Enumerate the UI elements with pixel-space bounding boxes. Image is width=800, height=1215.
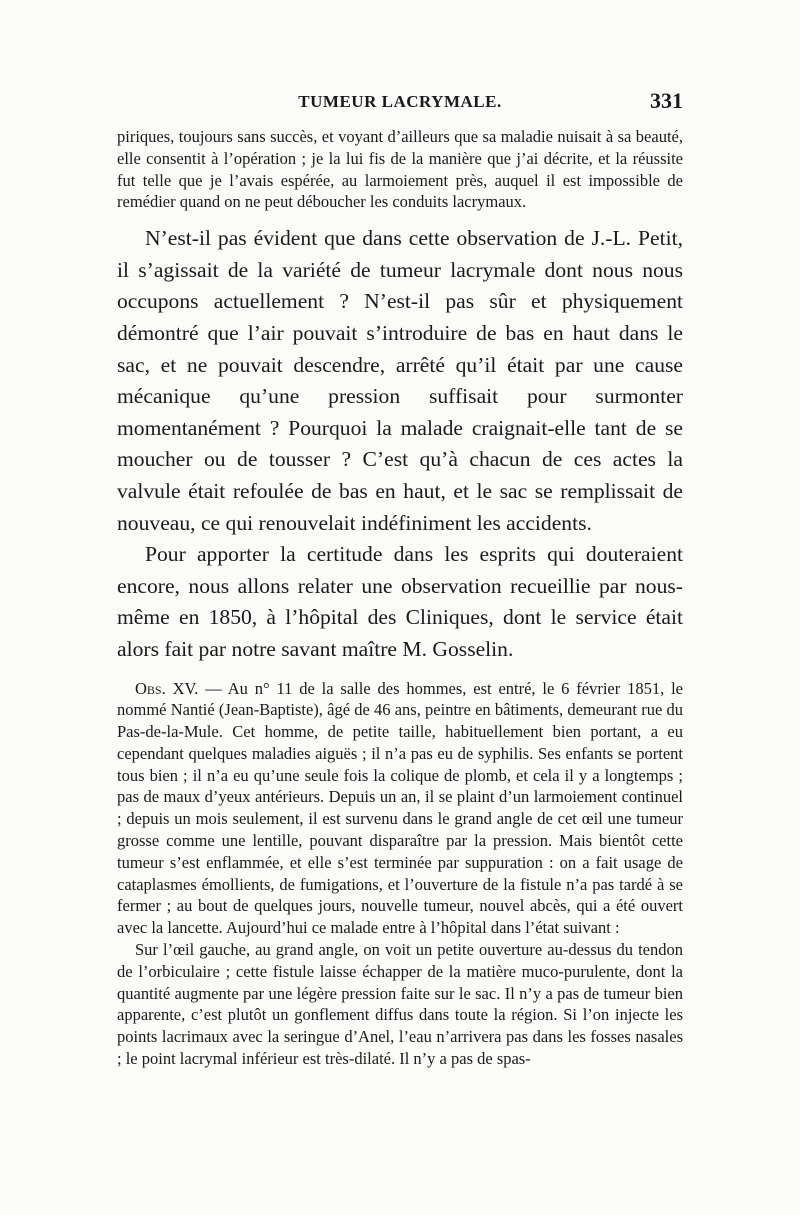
book-page <box>117 88 683 1070</box>
observation-label: Obs. XV. <box>135 678 199 698</box>
paragraph-argument: N’est-il pas évident que dans cette observation de J.-L. Petit, il s’agissait de la variété de tumeur lacrymale dont nous nous occupons actuellement ? N’est-il pas sûr et physiquement démontré que l’air pouvait s’introduire de bas en haut dans le sac, et ne pouvait descendre, arrêté qu’il était par une cause mécanique qu’une pression suffisait pour surmonter momentanément ? Pourquoi la malade craignait-elle tant de se moucher ou de tousser ? C’est qu’à chacun de ces actes la valvule était refoulée de bas en haut, et le sac se remplissait de nouveau, ce qui renouvelait indéfiniment les accidents. <box>117 226 683 535</box>
page-number: 331 <box>650 88 683 113</box>
paragraph-examination: Sur l’œil gauche, au grand angle, on voit un petite ouverture au-dessus du tendon de l’orbiculaire ; cette fistule laisse échapper de la matière muco-purulente, dont la quantité augmente par une légère pression faite sur le sac. Il n’y a pas de tumeur bien apparente, c’est plutôt un gonflement diffus dans toute la région. Si l’on injecte les points lacrimaux avec la seringue d’Anel, l’eau n’arrivera pas dans les fosses nasales ; le point lacrymal inférieur est très-dilaté. Il n’y a pas de spas- <box>117 940 683 1069</box>
paragraph-introduction: Pour apporter la certitude dans les esprits qui douteraient encore, nous allons relater une observation recueillie par nous-même en 1850, à l’hôpital des Cliniques, dont le service était alors fait par notre savant maître M. Gosselin. <box>117 542 683 661</box>
running-head <box>117 88 683 126</box>
observation-text: — Au n° 11 de la salle des hommes, est entré, le 6 février 1851, le nommé Nantié (Jean-Baptiste), âgé de 46 ans, peintre en bâtiments, demeurant rue du Pas-de-la-Mule. Cet homme, de petite taille, habituellement bien portant, a eu cependant quelques maladies aiguës ; il n’a pas eu de syphilis. Ses enfants se portent tous bien ; il n’a eu qu’une seule fois la colique de plomb, et cela il y a longtemps ; pas de maux d’yeux antérieurs. Depuis un an, il se plaint d’un larmoiement continuel ; depuis un mois seulement, il est survenu dans le grand angle de cet œil une tumeur grosse comme une lentille, pouvant disparaître par la pression. Mais bientôt cette tumeur s’est enflammée, et elle s’est terminée par suppuration : on a fait usage de cataplasmes émollients, de fumigations, et l’ouverture de la fistule n’a pas tardé à se fermer ; au bout de quelques jours, nouvelle tumeur, nouvel abcès, qui a été ouvert avec la lancette. Aujourd’hui ce malade entre à l’hôpital dans l’état suivant : <box>117 678 683 938</box>
running-title: TUMEUR LACRYMALE. <box>298 92 502 111</box>
paragraph-continuation: piriques, toujours sans succès, et voyant d’ailleurs que sa maladie nuisait à sa beauté, elle consentit à l’opération ; je la lui fis de la manière que j’ai décrite, et la réussite fut telle que je l’avais espérée, au larmoiement près, auquel il est impossible de remédier quand on ne peut déboucher les conduits lacrymaux. <box>117 127 683 212</box>
observation-paragraph <box>117 678 683 940</box>
